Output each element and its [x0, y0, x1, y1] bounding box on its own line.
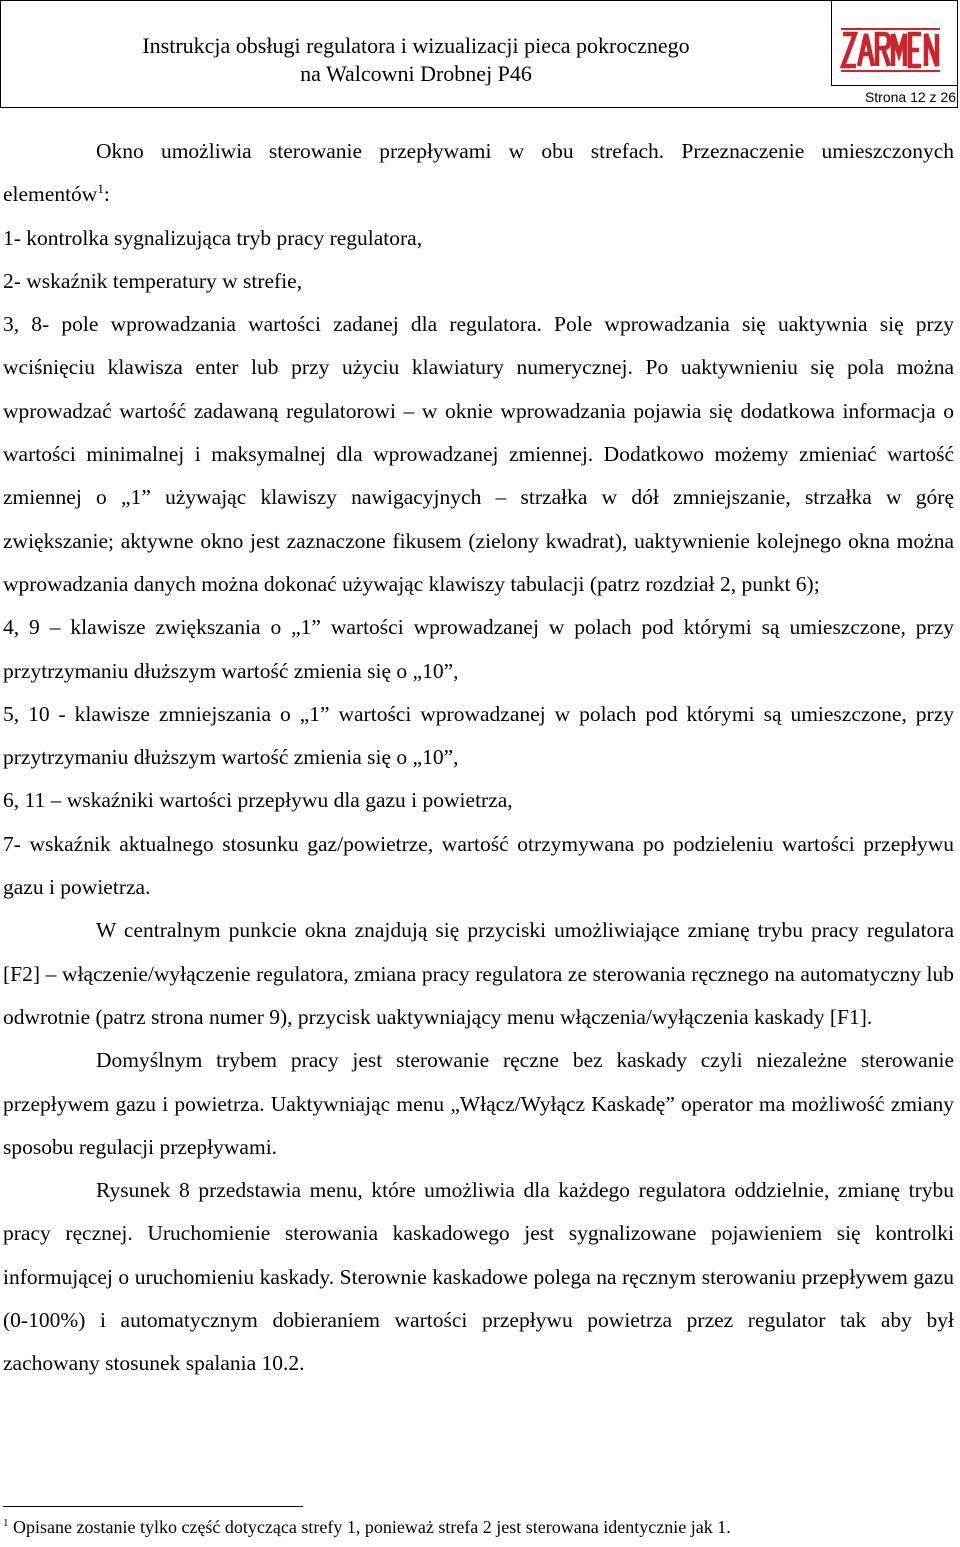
paragraph-text: Okno umożliwia sterowanie przepływami w obu strefach. Przeznaczenie umieszczonych elementów: [3, 139, 954, 207]
paragraph: W centralnym punkcie okna znajdują się przyciski umożliwiające zmianę trybu pracy regulatora [F2] – włączenie/wyłączenie regulatora, zmiana pracy regulatora ze sterowania ręcznego na automatyczny lub odwrotnie (patrz strona numer 9), przycisk uaktywniający menu włączenia/wyłączenia kaskady [F1].: [3, 918, 954, 1029]
header-title: [0, 0, 832, 106]
footnote-separator: [3, 1506, 303, 1507]
header-divider: [831, 85, 958, 86]
footnote-ref: 1: [97, 181, 104, 197]
paragraph-intro: [3, 130, 954, 217]
paragraph: Rysunek 8 przedstawia menu, które umożliwia dla każdego regulatora oddzielnie, zmianę trybu pracy ręcznej. Uruchomienie sterowania kaskadowego jest sygnalizowane pojawieniem się kontrolki informującej o uruchomieniu kaskady. Sterownie kaskadowe polega na ręcznym sterowaniu przepływem gazu (0-100%) i automatycznym dobieraniem wartości przepływu powietrza przez regulator tak aby był zachowany stosunek spalania 10.2.: [3, 1178, 954, 1376]
document-title-line-1: Instrukcja obsługi regulatora i wizualizacji pieca pokrocznego: [142, 33, 690, 58]
list-item: 1- kontrolka sygnalizująca tryb pracy regulatora,: [3, 225, 423, 250]
list-item: 6, 11 – wskaźniki wartości przepływu dla gazu i powietrza,: [3, 788, 513, 813]
page-number: Strona 12 z 26: [864, 89, 956, 105]
list-item: 3, 8- pole wprowadzania wartości zadanej dla regulatora. Pole wprowadzania się uaktywnia się przy wciśnięciu klawisza enter lub przy użyciu klawiatury numerycznej. Po uaktywnieniu się pola można wprowadzać wartość zadawaną regulatorowi – w oknie wprowadzania pojawia się dodatkowa informacja o wartości minimalnej i maksymalnej dla wprowadzanej zmiennej. Dodatkowo możemy zmieniać wartość zmiennej o „1” używając klawiszy nawigacyjnych – strzałka w dół zmniejszanie, strzałka w górę zwiększanie; aktywne okno jest zaznaczone fikusem (zielony kwadrat), uaktywnienie kolejnego okna można wprowadzania danych można dokonać używając klawiszy tabulacji (patrz rozdział 2, punkt 6);: [3, 312, 954, 596]
list-item: 2- wskaźnik temperatury w strefie,: [3, 268, 303, 293]
document-title-line-2: na Walcowni Drobnej P46: [300, 61, 532, 86]
zarmen-logo: [840, 26, 942, 74]
list-item: 4, 9 – klawisze zwiększania o „1” wartości wprowadzanej w polach pod którymi są umieszczone, przy przytrzymaniu dłuższym wartość zmienia się o „10”,: [3, 615, 954, 683]
footnote: [3, 1515, 954, 1539]
list-item: 5, 10 - klawisze zmniejszania o „1” wartości wprowadzanej w polach pod którymi są umieszczone, przy przytrzymaniu dłuższym wartość zmienia się o „10”,: [3, 701, 954, 770]
page-header: [0, 0, 960, 108]
paragraph-text: :: [103, 182, 110, 207]
footnote-text: Opisane zostanie tylko część dotycząca strefy 1, ponieważ strefa 2 jest sterowana identycznie jak 1.: [13, 1517, 731, 1537]
footnote-marker: 1: [3, 1517, 9, 1529]
list-item: 7- wskaźnik aktualnego stosunku gaz/powietrze, wartość otrzymywana po podzieleniu wartości przepływu gazu i powietrza.: [3, 831, 954, 900]
paragraph: Domyślnym trybem pracy jest sterowanie ręczne bez kaskady czyli niezależne sterowanie przepływem gazu i powietrza. Uaktywniając menu „Włącz/Wyłącz Kaskadę” operator ma możliwość zmiany sposobu regulacji przepływami.: [3, 1048, 954, 1159]
document-body: [3, 130, 954, 1386]
